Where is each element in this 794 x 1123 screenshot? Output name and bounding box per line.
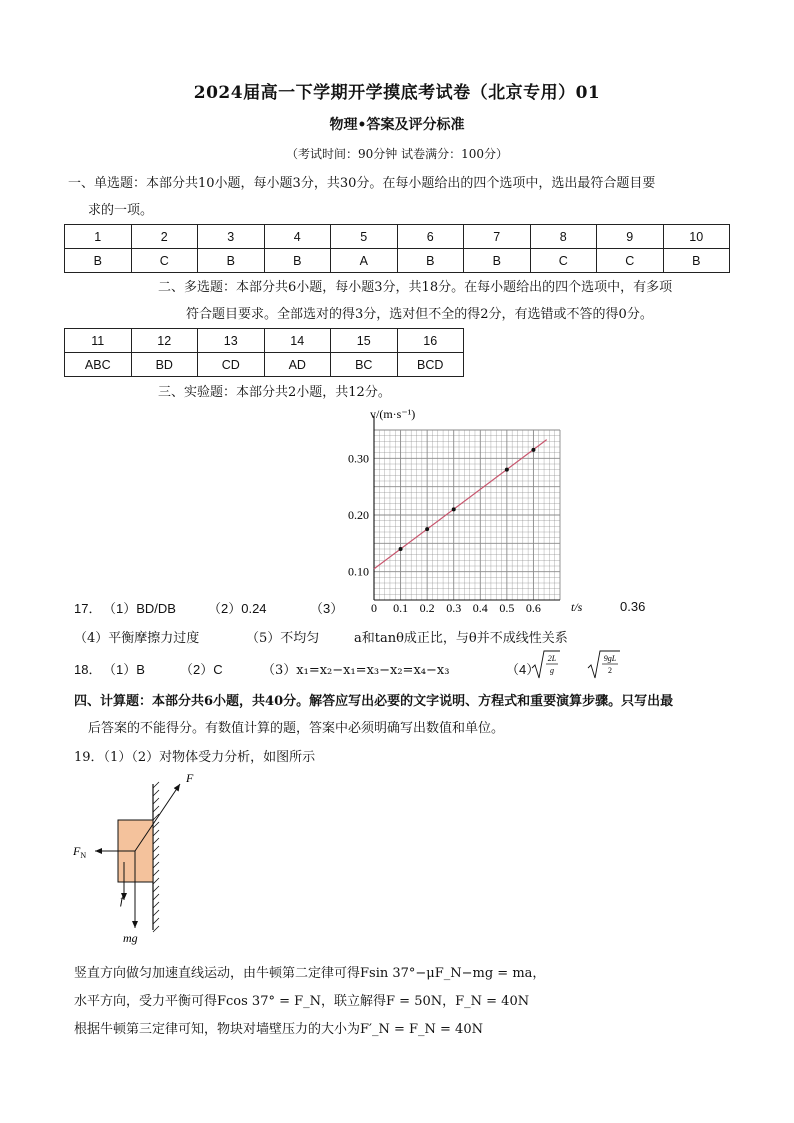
q17-label: 17． xyxy=(74,601,102,616)
table-cell: B xyxy=(397,249,464,273)
label-f: f xyxy=(120,893,124,907)
x-tick-label: 0 xyxy=(371,601,377,615)
table-cell: C xyxy=(131,249,198,273)
page-title: 2024届高一下学期开学摸底考试卷（北京专用）01 xyxy=(193,83,601,103)
q17-part5: （5）不均匀 xyxy=(246,631,320,646)
force-F-arrow xyxy=(135,784,180,851)
chart-grid xyxy=(374,416,560,600)
x-tick-label: 0.1 xyxy=(393,601,409,615)
section1-answer-table xyxy=(64,224,730,273)
table-cell: A xyxy=(331,249,398,273)
frac2-num: 9gL xyxy=(603,654,617,663)
table-row-numbers xyxy=(65,225,730,249)
q18-part3: （3）x₁=x₂−x₁=x₃−x₂=x₄−x₃ xyxy=(262,663,450,678)
q19-label: 19．（1）（2）对物体受力分析，如图所示 xyxy=(74,750,316,765)
table-cell: 15 xyxy=(331,329,398,353)
table-cell: BD xyxy=(131,353,198,377)
table-cell: 2 xyxy=(131,225,198,249)
table-cell: 13 xyxy=(198,329,265,353)
table-cell: B xyxy=(65,249,132,273)
table-cell: B xyxy=(464,249,531,273)
table-cell: 11 xyxy=(65,329,132,353)
x-tick-label: 0.3 xyxy=(446,601,462,615)
table-cell: BC xyxy=(331,353,398,377)
section2-answer-table xyxy=(64,328,464,377)
q18-part4: （4） xyxy=(506,662,540,677)
chart-ticks xyxy=(348,451,541,615)
table-cell: 5 xyxy=(331,225,398,249)
frac2-den: 2 xyxy=(608,666,612,675)
table-cell: 7 xyxy=(464,225,531,249)
table-cell: 4 xyxy=(264,225,331,249)
table-cell: 6 xyxy=(397,225,464,249)
y-tick-label: 0.30 xyxy=(348,451,369,466)
table-cell: ABC xyxy=(65,353,132,377)
section4-heading-cont: 后答案的不能得分。有数值计算的题，答案中必须明确写出数值和单位。 xyxy=(88,721,505,736)
table-cell: C xyxy=(597,249,664,273)
q19-line1: 竖直方向做匀加速直线运动，由牛顿第二定律可得Fsin 37°−μF_N−mg = ma， xyxy=(74,966,546,981)
q19-line3: 根据牛顿第三定律可知，物块对墙壁压力的大小为F′_N = F_N = 40N xyxy=(74,1022,483,1037)
section3-heading: 三、实验题：本部分共2小题，共12分。 xyxy=(158,385,391,400)
q18-part2: （2）C xyxy=(180,662,223,677)
section4-heading: 四、计算题：本部分共6小题，共40分。解答应写出必要的文字说明、方程式和重要演算步骤。只写出最 xyxy=(74,694,674,709)
section2-heading: 二、多选题：本部分共6小题，每小题3分，共18分。在每小题给出的四个选项中，有多项 xyxy=(158,280,673,295)
data-point xyxy=(425,527,429,531)
force-diagram xyxy=(68,770,198,950)
q17-part3: （3） xyxy=(310,601,344,616)
chart-ylabel: v/(m·s⁻¹) xyxy=(370,407,416,421)
data-point xyxy=(531,448,535,452)
page-subtitle: 物理•答案及评分标准 xyxy=(329,117,465,133)
q19-line2: 水平方向，受力平衡可得Fcos 37° = F_N，联立解得F = 50N，F_N = 40N xyxy=(74,994,530,1009)
wall-hatch xyxy=(153,782,159,932)
table-cell: B xyxy=(663,249,730,273)
table-cell: AD xyxy=(264,353,331,377)
frac1-den: g xyxy=(550,666,554,675)
q17-part1: （1）BD/DB xyxy=(103,601,176,616)
table-cell: 10 xyxy=(663,225,730,249)
q18-sqrt-formulas xyxy=(530,648,630,682)
q18-label: 18． xyxy=(74,662,102,677)
data-point xyxy=(399,547,403,551)
table-cell: 3 xyxy=(198,225,265,249)
table-cell: 9 xyxy=(597,225,664,249)
section2-heading-cont: 符合题目要求。全部选对的得3分，选对但不全的得2分，有选错或不答的得0分。 xyxy=(186,307,653,322)
data-point xyxy=(452,507,456,511)
section1-heading: 一、单选题：本部分共10小题，每小题3分，共30分。在每小题给出的四个选项中，选出最符合题目要 xyxy=(68,176,656,191)
table-cell: BCD xyxy=(397,353,464,377)
q17-part4: （4）平衡摩擦力过度 xyxy=(74,631,200,646)
chart-marks xyxy=(374,440,547,569)
table-cell: C xyxy=(530,249,597,273)
data-point xyxy=(505,468,509,472)
table-cell: 16 xyxy=(397,329,464,353)
label-mg: mg xyxy=(123,931,138,945)
exam-info: （考试时间：90分钟 试卷满分：100分） xyxy=(286,147,508,161)
q17-part2: （2）0.24 xyxy=(208,601,267,616)
table-row-answers xyxy=(65,249,730,273)
table-row-numbers xyxy=(65,329,464,353)
q18-part1: （1）B xyxy=(103,662,145,677)
chart-xlabel: t/s xyxy=(571,600,583,614)
x-tick-label: 0.2 xyxy=(419,601,435,615)
y-tick-label: 0.10 xyxy=(348,564,369,579)
table-cell: 14 xyxy=(264,329,331,353)
table-cell: B xyxy=(264,249,331,273)
label-FN: $F_N$ xyxy=(73,844,87,860)
table-cell: 1 xyxy=(65,225,132,249)
table-cell: B xyxy=(198,249,265,273)
section1-heading-cont: 求的一项。 xyxy=(88,203,154,218)
x-tick-label: 0.5 xyxy=(499,601,515,615)
table-row-answers xyxy=(65,353,464,377)
y-tick-label: 0.20 xyxy=(348,508,369,522)
label-F: F xyxy=(186,771,194,785)
x-tick-label: 0.6 xyxy=(525,601,541,615)
table-cell: 8 xyxy=(530,225,597,249)
vt-chart xyxy=(330,400,620,620)
q17-part3-value: 0.36 xyxy=(620,599,646,614)
q17-part5-note: a和tanθ成正比，与θ并不成线性关系 xyxy=(354,631,568,646)
table-cell: CD xyxy=(198,353,265,377)
table-cell: 12 xyxy=(131,329,198,353)
x-tick-label: 0.4 xyxy=(472,601,488,615)
frac1-num: 2L xyxy=(547,654,557,663)
